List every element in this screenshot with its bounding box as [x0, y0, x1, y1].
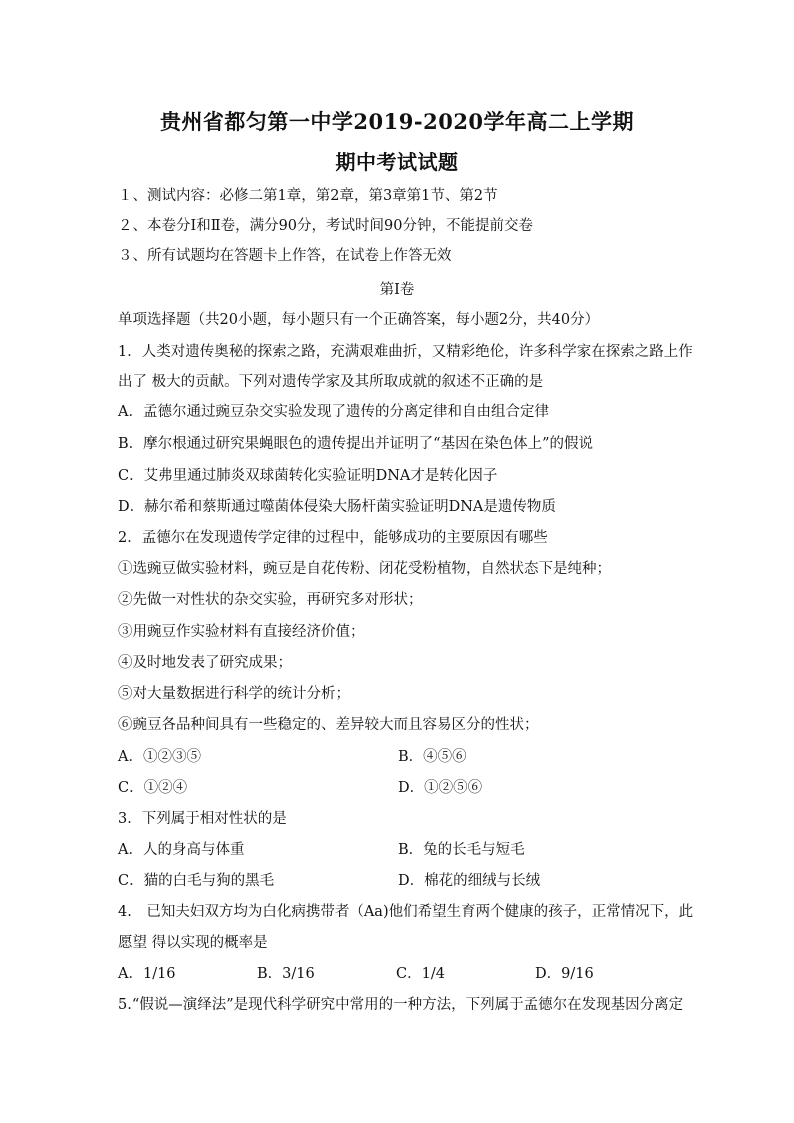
question-3-option-a: A．人的身高与体重	[118, 842, 245, 858]
question-3-stem: 3．下列属于相对性状的是	[118, 811, 287, 827]
question-2-stem: 2．孟德尔在发现遗传学定律的过程中，能够成功的主要原因有哪些	[118, 530, 548, 546]
question-1-option-a: A．孟德尔通过豌豆杂交实验发现了遗传的分离定律和自由组合定律	[118, 404, 549, 420]
question-2-item-5: ⑤对大量数据进行科学的统计分析；	[118, 686, 350, 702]
exam-title: 贵州省都匀第一中学2019-2020学年高二上学期	[159, 109, 635, 134]
question-4-option-a: A．1/16	[118, 966, 176, 982]
question-2-option-a: A．①②③⑤	[118, 749, 201, 765]
question-1-stem-line2: 出了 极大的贡献。下列对遗传学家及其所取成就的叙述不正确的是	[118, 374, 544, 390]
section-description: 单项选择题（共20小题，每小题只有一个正确答案，每小题2分，共40分）	[118, 312, 600, 328]
question-1-stem-line1: 1．人类对遗传奥秘的探索之路，充满艰难曲折，又精彩绝伦，许多科学家在探索之路上作	[118, 344, 693, 360]
section-title: 第Ⅰ卷	[379, 282, 415, 298]
question-4-stem-line1: 4. 已知夫妇双方均为白化病携带者（Aa)他们希望生育两个健康的孩子，正常情况下，此	[118, 904, 694, 920]
instruction-3: ３、所有试题均在答题卡上作答，在试卷上作答无效	[118, 248, 452, 264]
question-4-option-d: D．9/16	[535, 966, 594, 982]
question-3-option-c: C．猫的白毛与狗的黑毛	[118, 873, 275, 889]
question-3-option-d: D．棉花的细绒与长绒	[398, 873, 541, 889]
question-1-option-b: B．摩尔根通过研究果蝇眼色的遗传提出并证明了“基因在染色体上”的假说	[118, 436, 593, 452]
exam-subtitle: 期中考试试题	[335, 150, 459, 174]
question-4-option-c: C．1/4	[396, 966, 445, 982]
question-5-stem-line1: 5.“假说—演绎法”是现代科学研究中常用的一种方法，下列属于孟德尔在发现基因分离定	[118, 997, 684, 1013]
question-3-option-b: B．兔的长毛与短毛	[398, 842, 525, 858]
question-2-item-3: ③用豌豆作实验材料有直接经济价值；	[118, 624, 365, 640]
question-1-option-c: C．艾弗里通过肺炎双球菌转化实验证明DNA才是转化因子	[118, 468, 498, 484]
question-2-item-6: ⑥豌豆各品种间具有一些稳定的、差异较大而且容易区分的性状；	[118, 717, 539, 733]
question-4-option-b: B．3/16	[257, 966, 315, 982]
question-2-option-b: B．④⑤⑥	[398, 749, 467, 765]
instruction-1: １、测试内容：必修二第1章，第2章，第3章第1节、第2节	[118, 188, 498, 204]
instruction-2: ２、本卷分Ⅰ和Ⅱ卷，满分90分，考试时间90分钟，不能提前交卷	[118, 218, 533, 234]
question-2-item-1: ①选豌豆做实验材料，豌豆是自花传粉、闭花受粉植物，自然状态下是纯种；	[118, 561, 611, 577]
question-2-option-d: D．①②⑤⑥	[398, 780, 483, 796]
question-2-item-2: ②先做一对性状的杂交实验，再研究多对形状；	[118, 592, 423, 608]
question-2-option-c: C．①②④	[118, 780, 188, 796]
question-1-option-d: D．赫尔希和蔡斯通过噬菌体侵染大肠杆菌实验证明DNA是遗传物质	[118, 499, 556, 515]
question-4-stem-line2: 愿望 得以实现的概率是	[118, 935, 268, 951]
question-2-item-4: ④及时地发表了研究成果；	[118, 655, 292, 671]
